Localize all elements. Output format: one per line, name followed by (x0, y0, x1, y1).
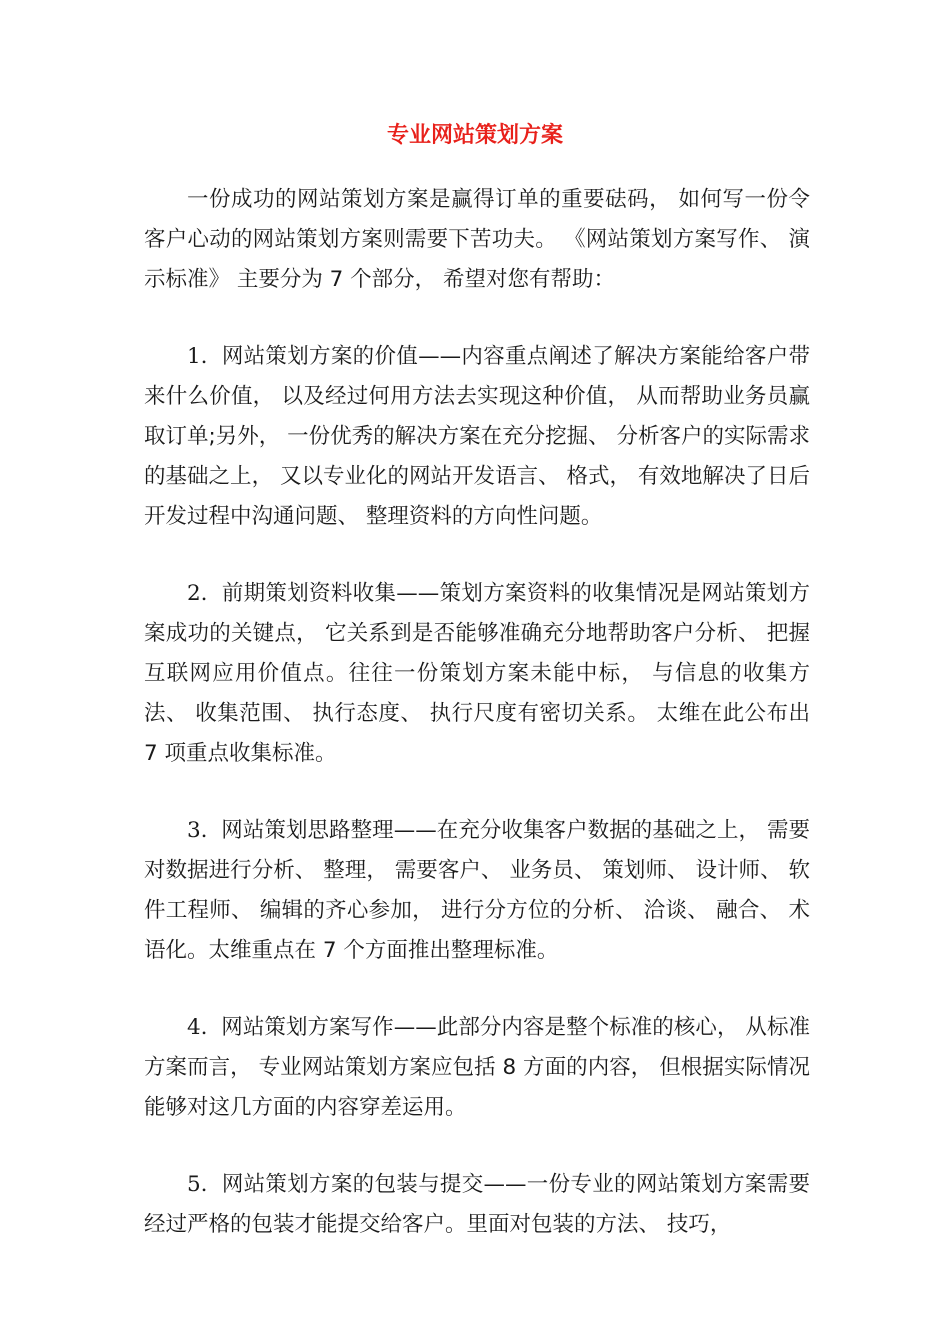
section-number: 5. (187, 1172, 208, 1197)
section-number: 1. (187, 344, 208, 369)
section-number: 2. (187, 581, 208, 606)
section-paragraph-5 (144, 1165, 810, 1245)
document-title: 专业网站策划方案 (386, 123, 563, 148)
document-body (144, 180, 810, 1282)
section-paragraph-4 (144, 1008, 810, 1128)
section-text: 网站策划方案的价值——内容重点阐述了解决方案能给客户带来什么价值， 以及经过何用方法去实现这种价值， 从而帮助业务员赢取订单;另外， 一份优秀的解决方案在充分挖掘、 分析客户的实际需求的基础之上， 又以专业化的网站开发语言、 格式， 有效地解决了日后开发过程中沟通问题、 整理资料的方向性问题。 (144, 344, 810, 529)
section-text: 网站策划方案的包装与提交——一份专业的网站策划方案需要经过严格的包装才能提交给客户。里面对包装的方法、 技巧， (144, 1172, 810, 1237)
section-number: 4. (187, 1015, 208, 1040)
section-paragraph-2 (144, 574, 810, 774)
section-number: 3. (187, 818, 208, 843)
section-paragraph-1 (144, 337, 810, 537)
intro-paragraph: 一份成功的网站策划方案是赢得订单的重要砝码， 如何写一份令客户心动的网站策划方案则需要下苦功夫。 《网站策划方案写作、 演示标准》 主要分为 7 个部分， 希望对您有帮助： (144, 187, 810, 292)
section-paragraph-3 (144, 811, 810, 971)
section-text: 网站策划思路整理——在充分收集客户数据的基础之上， 需要对数据进行分析、 整理， 需要客户、 业务员、 策划师、 设计师、 软件工程师、 编辑的齐心参加， 进行分方位的分析、 洽谈、 融合、 术语化。太维重点在 7 个方面推出整理标准。 (144, 818, 810, 963)
section-text: 前期策划资料收集——策划方案资料的收集情况是网站策划方案成功的关键点， 它关系到是否能够准确充分地帮助客户分析、 把握互联网应用价值点。往往一份策划方案未能中标， 与信息的收集方法、 收集范围、 执行态度、 执行尺度有密切关系。 太维在此公布出 7 项重点收集标准。 (144, 581, 810, 766)
section-text: 网站策划方案写作——此部分内容是整个标准的核心， 从标准方案而言， 专业网站策划方案应包括 8 方面的内容， 但根据实际情况能够对这几方面的内容穿差运用。 (144, 1015, 810, 1120)
